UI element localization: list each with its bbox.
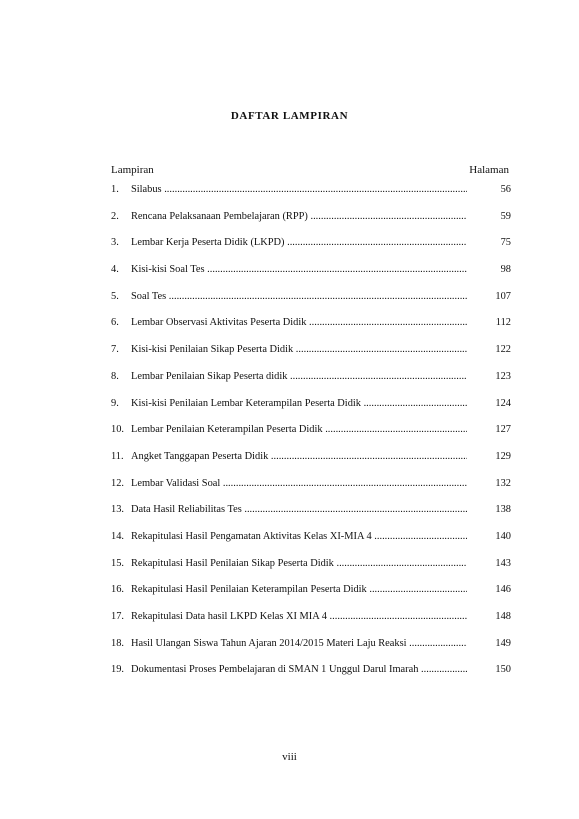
- list-item-number: 2.: [111, 210, 119, 222]
- list-item-page: 138: [495, 504, 511, 516]
- list-item-number: 9.: [111, 397, 119, 409]
- list-item-label: Kisi-kisi Penilaian Lembar Keterampilan Peserta Didik .....: [131, 397, 467, 411]
- list-item: [111, 503, 511, 530]
- list-item: [111, 263, 511, 290]
- list-item-number: 11.: [111, 450, 124, 462]
- list-item-number: 16.: [111, 584, 124, 596]
- list-item-page: 123: [495, 370, 511, 382]
- list-item-label: Lembar Kerja Peserta Didik (LKPD) .....: [131, 236, 467, 250]
- list-item-label: Soal Tes .....: [131, 290, 467, 304]
- list-item: [111, 637, 511, 664]
- column-header: [111, 164, 509, 178]
- list-item-number: 5.: [111, 290, 119, 302]
- list-item: [111, 423, 511, 450]
- list-item-number: 14.: [111, 530, 124, 542]
- list-item-page: 149: [495, 637, 511, 649]
- list-item-page: 146: [495, 584, 511, 596]
- list-item: [111, 450, 511, 477]
- list-item-label: Angket Tanggapan Peserta Didik .....: [131, 450, 467, 464]
- list-item-label: Hasil Ulangan Siswa Tahun Ajaran 2014/2015 Materi Laju Reaksi .....: [131, 637, 467, 651]
- list-item-page: 148: [495, 611, 511, 622]
- list-item: [111, 236, 511, 263]
- list-item: [111, 343, 511, 370]
- column-header-lampiran: Lampiran: [111, 164, 154, 176]
- list-item-number: 12.: [111, 477, 124, 489]
- list-item: [111, 210, 511, 237]
- list-item-page: 127: [495, 424, 511, 436]
- list-item-label: Lembar Observasi Aktivitas Peserta Didik .....: [131, 316, 467, 330]
- list-item-label: Kisi-kisi Soal Tes .....: [131, 263, 467, 277]
- list-item: [111, 530, 511, 557]
- list-item-label: Data Hasil Reliabilitas Tes .....: [131, 503, 467, 517]
- list-item-number: 8.: [111, 370, 119, 382]
- list-item-number: 13.: [111, 504, 124, 516]
- list-item-label: Silabus .....: [131, 183, 467, 197]
- appendix-list: [111, 183, 511, 690]
- page-number: viii: [282, 751, 297, 763]
- list-item-number: 3.: [111, 237, 119, 249]
- list-item: [111, 610, 511, 637]
- list-item-label: Rekapitulasi Hasil Penilaian Keterampilan Peserta Didik .....: [131, 583, 467, 597]
- list-item-number: 7.: [111, 344, 119, 356]
- list-item-number: 15.: [111, 557, 124, 569]
- list-item-page: 129: [495, 450, 511, 462]
- list-item-number: 10.: [111, 424, 124, 436]
- list-item-page: 122: [495, 344, 511, 356]
- column-header-halaman: Halaman: [469, 164, 509, 176]
- list-item: [111, 477, 511, 504]
- list-item: [111, 290, 511, 317]
- list-item-page: 124: [495, 397, 511, 409]
- list-item-label: Lembar Penilaian Sikap Peserta didik .....: [131, 370, 467, 384]
- list-item: [111, 557, 511, 584]
- list-item-page: 132: [495, 477, 511, 489]
- list-item-number: 1.: [111, 184, 119, 195]
- list-item: [111, 397, 511, 424]
- list-item-page: 143: [495, 557, 511, 569]
- list-item-label: Dokumentasi Proses Pembelajaran di SMAN 1 Unggul Darul Imarah .....: [131, 663, 467, 677]
- list-item-label: Rekapitulasi Hasil Penilaian Sikap Peserta Didik .....: [131, 557, 467, 571]
- list-item-page: 59: [500, 210, 511, 222]
- list-item-page: 140: [495, 530, 511, 542]
- list-item-label: Lembar Penilaian Keterampilan Peserta Didik .....: [131, 423, 467, 437]
- list-item-label: Rekapitulasi Hasil Pengamatan Aktivitas Kelas XI-MIA 4 .....: [131, 530, 467, 544]
- list-item-label: Kisi-kisi Penilaian Sikap Peserta Didik .....: [131, 343, 467, 357]
- list-item-page: 56: [500, 184, 511, 195]
- list-item-label: Rekapitulasi Data hasil LKPD Kelas XI MIA 4 .....: [131, 610, 467, 624]
- list-item-label: Rencana Pelaksanaan Pembelajaran (RPP) .....: [131, 210, 467, 224]
- list-item-page: 150: [495, 664, 511, 676]
- list-item: [111, 183, 511, 210]
- list-item-page: 107: [495, 290, 511, 302]
- list-item-label: Lembar Validasi Soal .....: [131, 477, 467, 491]
- list-item-number: 4.: [111, 264, 119, 276]
- list-item-number: 17.: [111, 611, 124, 622]
- page-title: DAFTAR LAMPIRAN: [230, 110, 349, 122]
- list-item-number: 19.: [111, 664, 124, 676]
- list-item-page: 75: [500, 237, 511, 249]
- list-item: [111, 583, 511, 610]
- list-item: [111, 370, 511, 397]
- list-item-page: 112: [495, 317, 511, 329]
- list-item-page: 98: [500, 264, 511, 276]
- list-item-number: 6.: [111, 317, 119, 329]
- list-item: [111, 316, 511, 343]
- list-item-number: 18.: [111, 637, 124, 649]
- list-item: [111, 663, 511, 690]
